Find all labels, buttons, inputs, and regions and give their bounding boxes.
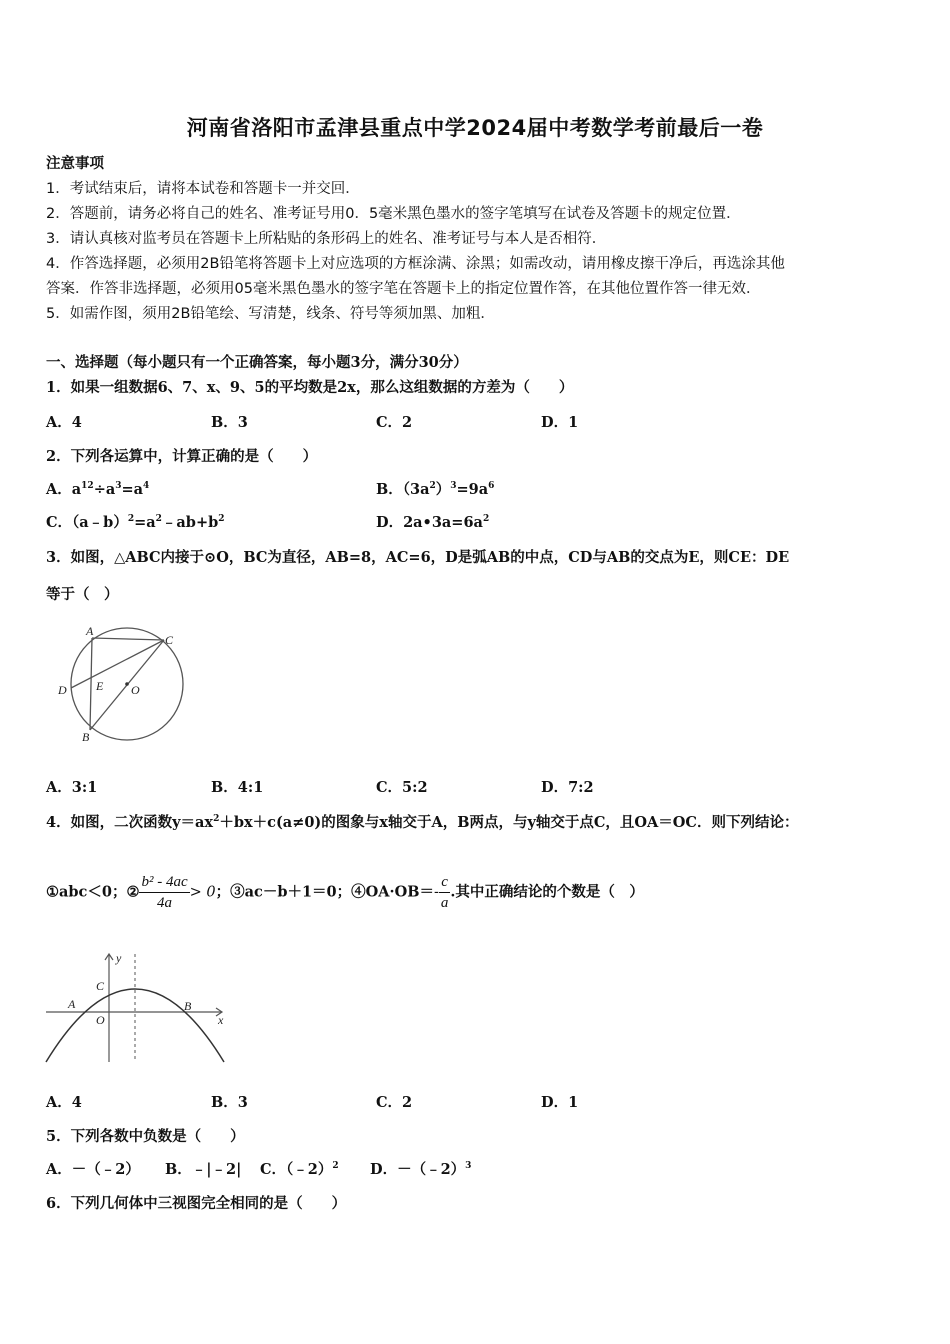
note-item: 2．答题前，请务必将自己的姓名、准考证号用0．5毫米黑色墨水的签字笔填写在试卷及答题卡的规定位置． bbox=[46, 206, 741, 222]
q2-option-b: B．$(3a^2)^3=9a^6$ bbox=[376, 481, 495, 498]
q4-conclusions: ①abc＜0；② $\frac{\text{b² - 4ac}}{4a}$ > 0；③ac－b＋1＝0；④OA·OB＝- $\frac{c}{a}$ .其中正确结论的个数是（ ） bbox=[46, 874, 644, 911]
q2-option-a: A．$a^{12}\div a^3=a^4$ bbox=[46, 481, 150, 498]
q2-option-c: C．$(a﹣b)^2=a^2﹣ab+b^2$ bbox=[46, 514, 225, 531]
q1-stem: 1．如果一组数据6、7、x、9、5的平均数是2x，那么这组数据的方差为（ ） bbox=[46, 379, 574, 396]
q3-option-a: A．3:1 bbox=[46, 779, 98, 796]
fraction-c-over-a: $\frac{c}{a}$ bbox=[440, 874, 449, 911]
q1-option-a: A．4 bbox=[46, 414, 82, 431]
notes-heading: 注意事项 bbox=[46, 155, 104, 172]
q5-option-b: B．﹣|﹣2| bbox=[165, 1161, 242, 1178]
q2-stem: 2．下列各运算中，计算正确的是（ ） bbox=[46, 448, 318, 465]
label-c: C bbox=[165, 633, 174, 647]
label-b: B bbox=[184, 999, 192, 1013]
q3-stem: 3．如图，△ABC内接于⊙O，BC为直径，AB=8，AC=6，D是弧AB的中点，CD与AB的交点为E，则CE：DE bbox=[46, 549, 790, 566]
note-item: 1．考试结束后，请将本试卷和答题卡一并交回． bbox=[46, 181, 360, 197]
q1-option-b: B．3 bbox=[211, 414, 248, 431]
q5-stem: 5．下列各数中负数是（ ） bbox=[46, 1128, 245, 1145]
note-item: 4．作答选择题，必须用2B铅笔将答题卡上对应选项的方框涂满、涂黑；如需改动，请用橡皮擦干净后，再选涂其他 bbox=[46, 256, 785, 272]
label-o: O bbox=[131, 683, 140, 697]
q4-parabola-figure bbox=[42, 950, 232, 1065]
segment-ac bbox=[92, 638, 164, 640]
label-a: A bbox=[68, 997, 76, 1011]
q4-option-a: A．4 bbox=[46, 1094, 82, 1111]
q4-option-b: B．3 bbox=[211, 1094, 248, 1111]
q3-option-b: B．4:1 bbox=[211, 779, 264, 796]
q1-option-c: C．2 bbox=[376, 414, 413, 431]
center-point bbox=[125, 682, 129, 686]
label-x: x bbox=[218, 1013, 224, 1027]
label-e: E bbox=[96, 679, 104, 693]
q5-option-d: D．－（﹣2）$^3$ bbox=[370, 1161, 472, 1178]
note-item: 答案．作答非选择题，必须用05毫米黑色墨水的签字笔在答题卡上的指定位置作答，在其他位置作答一律无效． bbox=[46, 281, 761, 297]
segment-ab bbox=[90, 638, 92, 730]
q4-option-c: C．2 bbox=[376, 1094, 413, 1111]
q4-option-d: D．1 bbox=[541, 1094, 579, 1111]
label-a: A bbox=[86, 624, 94, 638]
q3-option-c: C．5:2 bbox=[376, 779, 428, 796]
label-b: B bbox=[82, 730, 90, 744]
q5-option-c: C．（﹣2）$^2$ bbox=[260, 1161, 339, 1178]
q1-option-d: D．1 bbox=[541, 414, 579, 431]
fraction-discriminant: $\frac{\text{b² - 4ac}}{4a}$ bbox=[141, 874, 188, 911]
q4-stem: 4．如图，二次函数$y=ax^2+bx+c(a\ne 0)$的图象与x轴交于A，B两点，与y轴交于点C，且OA＝OC．则下列结论： bbox=[46, 814, 799, 831]
label-o: O bbox=[96, 1013, 105, 1027]
q3-stem-cont: 等于（ ） bbox=[46, 586, 119, 603]
label-c: C bbox=[96, 979, 105, 993]
note-item: 3．请认真核对监考员在答题卡上所粘贴的条形码上的姓名、准考证号与本人是否相符． bbox=[46, 231, 607, 247]
label-y: y bbox=[116, 951, 122, 965]
note-item: 5．如需作图，须用2B铅笔绘、写清楚，线条、符号等须加黑、加粗． bbox=[46, 306, 495, 322]
q3-option-d: D．7:2 bbox=[541, 779, 594, 796]
q2-option-d: D．$2a•3a=6a^2$ bbox=[376, 514, 490, 531]
section-heading: 一、选择题（每小题只有一个正确答案，每小题3分，满分30分） bbox=[46, 354, 468, 371]
page-title: 河南省洛阳市孟津县重点中学2024届中考数学考前最后一卷 bbox=[186, 116, 764, 140]
q6-stem: 6．下列几何体中三视图完全相同的是（ ） bbox=[46, 1195, 347, 1212]
label-d: D bbox=[58, 683, 67, 697]
q3-circle-figure bbox=[52, 620, 192, 745]
q5-option-a: A．－（﹣2） bbox=[46, 1161, 140, 1178]
